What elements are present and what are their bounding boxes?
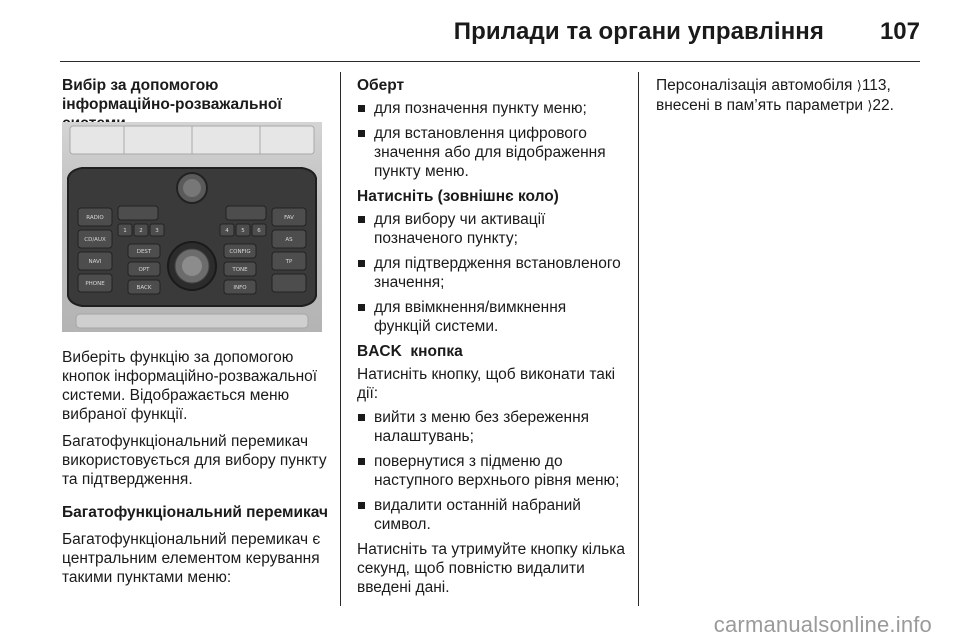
paragraph-multifunction-use: Багатофункціональний перемикач використовується для вибору пункту та підтвердження. xyxy=(62,433,327,488)
reference-arrow-icon: ⟩ xyxy=(856,79,862,94)
paragraph-select-function: Виберіть функцію за допомогою кнопок інформаційно-розважальної системи. Відображається меню вибраної функції. xyxy=(62,349,318,423)
subheading-multifunction-knob: Багатофункціональний перемикач xyxy=(62,504,329,521)
reference-text: внесені в пам’ять параметри xyxy=(656,97,864,114)
hold-instruction: Натисніть та утримуйте кнопку кілька секунд, щоб повністю видалити введені дані. xyxy=(357,541,625,596)
header-divider xyxy=(60,61,920,62)
watermark: carmanualsonline.info xyxy=(713,612,932,637)
svg-text:3: 3 xyxy=(155,228,159,234)
column-divider-1 xyxy=(340,72,341,606)
turn-heading: Оберт xyxy=(357,77,405,94)
svg-text:TONE: TONE xyxy=(232,267,248,273)
svg-text:AS: AS xyxy=(285,237,293,243)
bullet-item: для позначення пункту меню; xyxy=(357,99,627,118)
svg-text:BACK: BACK xyxy=(136,285,152,291)
svg-text:DEST: DEST xyxy=(136,249,152,255)
reference-line-stored-settings xyxy=(656,96,926,116)
middle-column xyxy=(357,76,627,605)
bullet-item: вийти з меню без збереження налаштувань; xyxy=(357,408,627,446)
reference-line-personalization xyxy=(656,76,926,96)
svg-text:CONFIG: CONFIG xyxy=(229,249,251,255)
svg-text:FAV: FAV xyxy=(284,215,294,221)
svg-text:CD/AUX: CD/AUX xyxy=(84,237,106,243)
svg-text:4: 4 xyxy=(225,228,229,234)
reference-page[interactable]: 113 xyxy=(861,77,887,94)
page-number: 107 xyxy=(879,18,920,45)
bullet-item: для ввімкнення/вимкнення функцій системи. xyxy=(357,298,627,336)
reference-text: Персоналізація автомобіля xyxy=(656,77,853,94)
bullet-item: для встановлення цифрового значення або для відображення пункту меню. xyxy=(357,124,627,181)
svg-text:PHONE: PHONE xyxy=(85,281,105,287)
reference-punctuation: . xyxy=(889,97,894,114)
svg-text:NAVI: NAVI xyxy=(88,259,102,265)
press-heading: Натисніть (зовнішнє коло) xyxy=(357,188,559,205)
svg-text:6: 6 xyxy=(257,228,261,234)
paragraph-multifunction-desc: Багатофункціональний перемикач є центральним елементом керування такими пунктами меню: xyxy=(62,531,321,586)
svg-text:2: 2 xyxy=(139,228,143,234)
page-header-title: Прилади та органи управління xyxy=(453,18,824,45)
svg-text:RADIO: RADIO xyxy=(86,215,104,221)
bullet-item: повернутися з підменю до наступного верхнього рівня меню; xyxy=(357,452,627,490)
reference-page[interactable]: 22 xyxy=(872,97,890,114)
reference-punctuation: , xyxy=(886,77,891,94)
infotainment-panel-illustration xyxy=(62,122,322,332)
back-button-heading: BACK кнопка xyxy=(357,343,463,360)
svg-text:OPT: OPT xyxy=(138,267,150,273)
svg-text:TP: TP xyxy=(285,259,293,265)
infotainment-panel-photo xyxy=(62,122,322,332)
back-intro: Натисніть кнопку, щоб виконати такі дії: xyxy=(357,366,616,402)
svg-text:1: 1 xyxy=(123,228,127,234)
svg-text:INFO: INFO xyxy=(233,285,247,291)
left-column-body xyxy=(62,348,332,595)
svg-text:5: 5 xyxy=(241,228,245,234)
section-title: Вибір за допомогою інформаційно-розважальної xyxy=(62,77,282,113)
reference-arrow-icon: ⟩ xyxy=(867,99,873,114)
right-column xyxy=(656,76,926,116)
bullet-item: видалити останній набраний символ. xyxy=(357,496,627,534)
bullet-item: для вибору чи активації позначеного пункту; xyxy=(357,210,627,248)
column-divider-2 xyxy=(638,72,639,606)
bullet-item: для підтвердження встановленого значення; xyxy=(357,254,627,292)
